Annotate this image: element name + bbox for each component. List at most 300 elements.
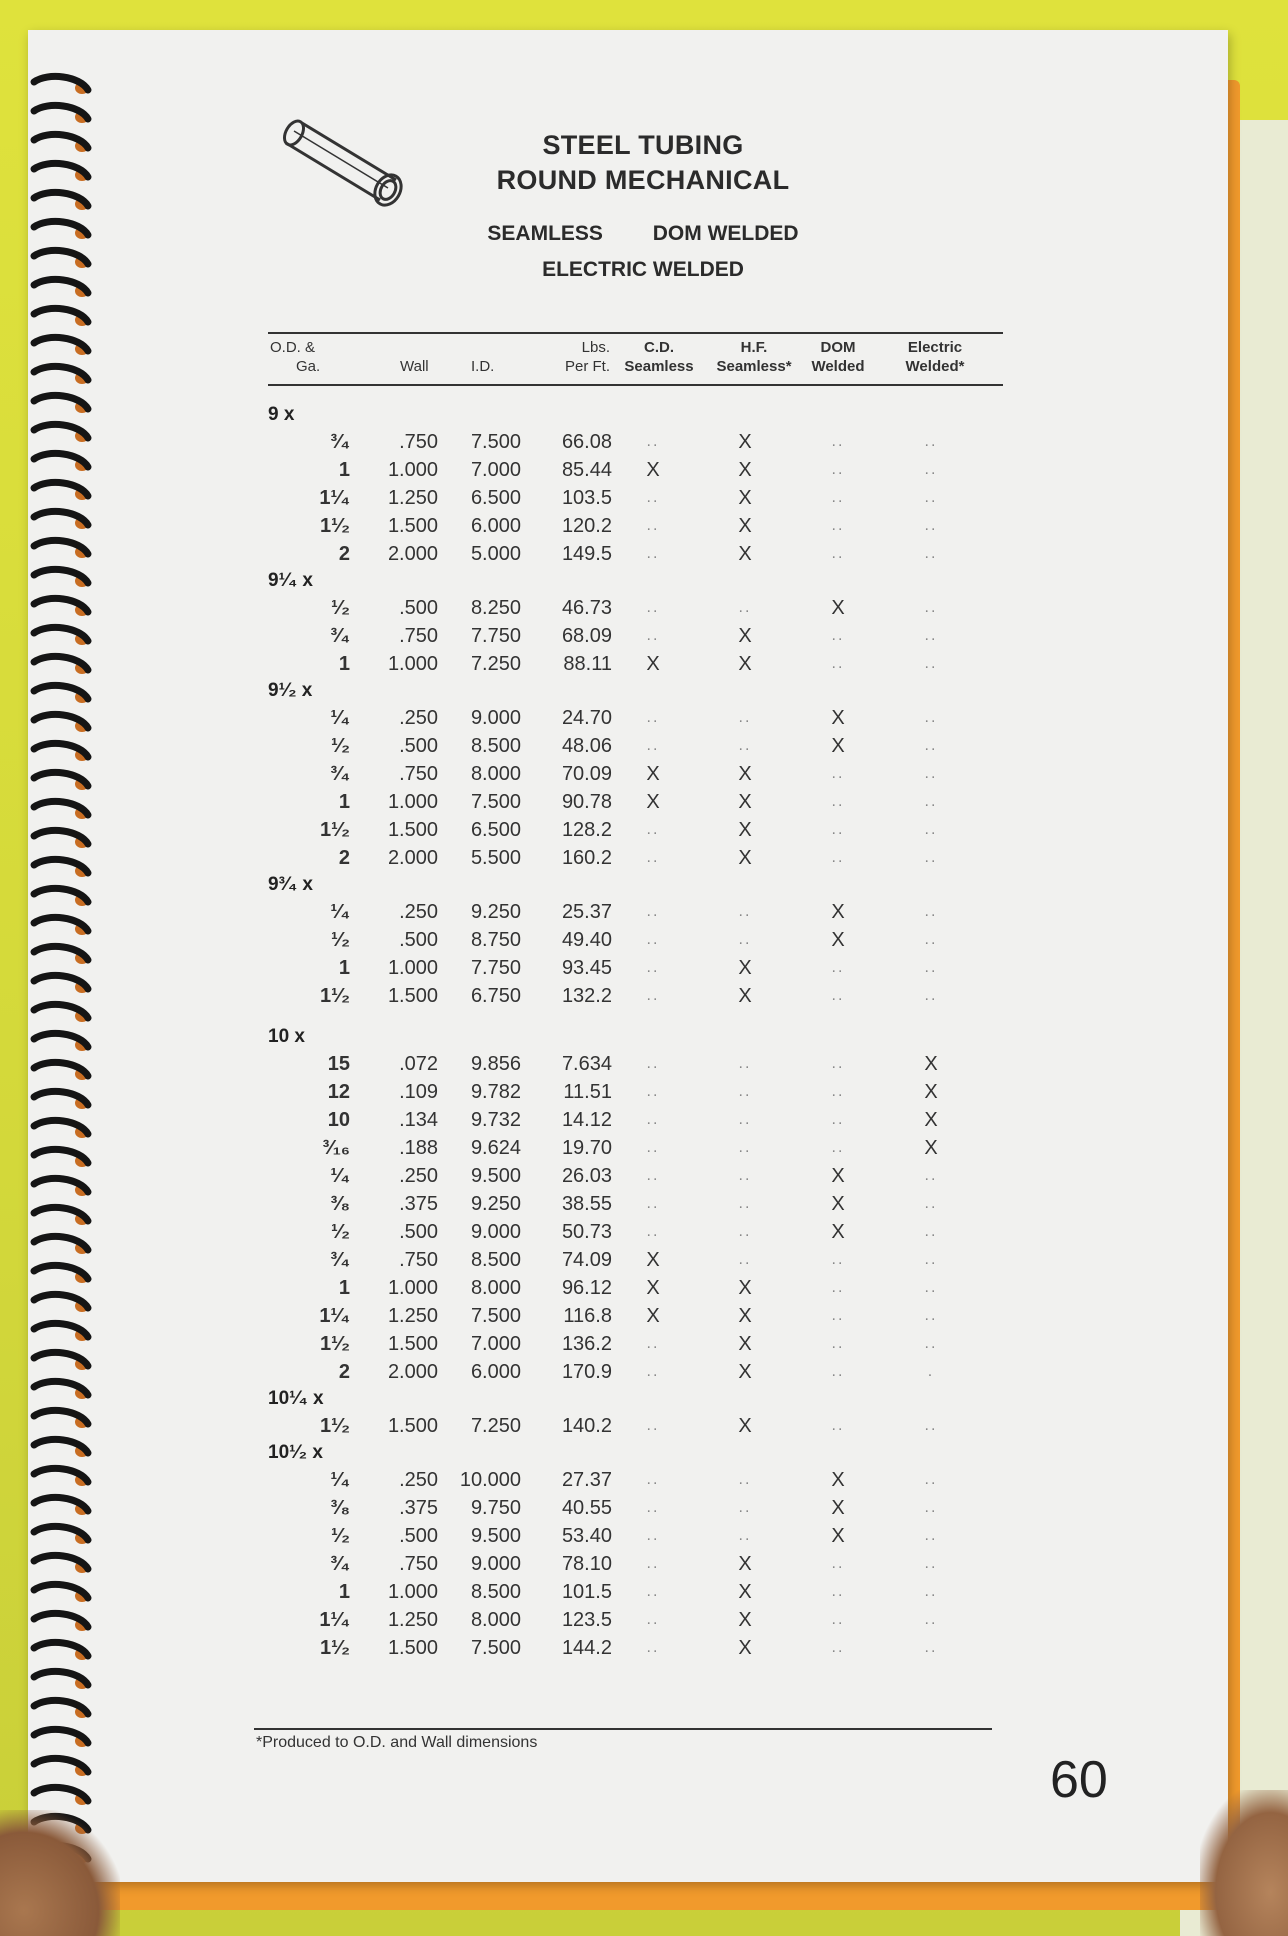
table-top-rule: [268, 332, 1003, 334]
cell-hf-seamless: X: [738, 1637, 752, 1659]
cell-hf-seamless: ..: [738, 931, 752, 948]
cell-id: 7.500: [470, 1637, 521, 1659]
cell-id: 9.250: [470, 901, 521, 923]
cell-cd-seamless: ..: [646, 1083, 660, 1100]
cell-lbs-per-ft: 96.12: [561, 1277, 612, 1299]
cell-cd-seamless: ..: [646, 433, 660, 450]
cell-dom-welded: ..: [831, 1307, 845, 1324]
cell-dom-welded: ..: [831, 517, 845, 534]
cell-id: 6.500: [470, 487, 521, 509]
cell-electric-welded: ..: [924, 737, 938, 754]
cell-electric-welded: ..: [924, 793, 938, 810]
header-dom-1: DOM: [820, 339, 856, 356]
cell-cd-seamless: ..: [646, 903, 660, 920]
cell-wall: .250: [399, 1165, 438, 1187]
cell-wall: .134: [399, 1109, 438, 1131]
cell-id: 7.500: [470, 791, 521, 813]
cell-gauge: 2: [338, 1361, 350, 1383]
cell-dom-welded: ..: [831, 1639, 845, 1656]
cell-gauge: 1¹⁄₂: [319, 515, 350, 537]
subtitle-electric: ELECTRIC WELDED: [542, 258, 744, 281]
cell-hf-seamless: ..: [738, 1167, 752, 1184]
header-hf-1: H.F.: [740, 339, 768, 356]
table-row: [268, 622, 1003, 650]
cell-hf-seamless: ..: [738, 1139, 752, 1156]
cell-cd-seamless: X: [646, 1249, 660, 1271]
header-dom: [803, 338, 873, 376]
cell-cd-seamless: ..: [646, 545, 660, 562]
cell-cd-seamless: ..: [646, 1335, 660, 1352]
header-cd-2: Seamless: [624, 358, 694, 375]
cell-lbs-per-ft: 85.44: [561, 459, 612, 481]
cell-gauge: ¹⁄₄: [330, 707, 350, 729]
cell-gauge: ¹⁄₂: [331, 1525, 350, 1547]
cell-cd-seamless: ..: [646, 1417, 660, 1434]
cell-electric-welded: X: [924, 1053, 938, 1075]
cell-id: 7.250: [470, 1415, 521, 1437]
cell-lbs-per-ft: 116.8: [563, 1305, 612, 1327]
cell-cd-seamless: X: [646, 459, 660, 481]
cell-cd-seamless: ..: [646, 987, 660, 1004]
cell-hf-seamless: X: [738, 431, 752, 453]
cell-hf-seamless: X: [738, 1609, 752, 1631]
thumb-left: [0, 1810, 120, 1936]
cell-wall: 1.500: [387, 1415, 438, 1437]
cell-gauge: ¹⁄₂: [331, 735, 350, 757]
table-row: [268, 594, 1003, 622]
cell-hf-seamless: ..: [738, 1055, 752, 1072]
header-id: I.D.: [471, 358, 495, 375]
cell-id: 9.000: [470, 1221, 521, 1243]
cell-dom-welded: ..: [831, 489, 845, 506]
cell-dom-welded: X: [831, 1221, 845, 1243]
cell-electric-welded: ..: [924, 821, 938, 838]
table-row: [268, 428, 1003, 456]
table-row: [268, 1050, 1003, 1078]
cell-electric-welded: X: [924, 1137, 938, 1159]
cell-hf-seamless: X: [738, 1415, 752, 1437]
cell-gauge: 2: [338, 543, 350, 565]
cell-electric-welded: ..: [924, 627, 938, 644]
cell-lbs-per-ft: 25.37: [561, 901, 612, 923]
cell-wall: .375: [399, 1497, 438, 1519]
cell-hf-seamless: X: [738, 763, 752, 785]
table-row: [268, 1606, 1003, 1634]
cell-lbs-per-ft: 27.37: [561, 1469, 612, 1491]
table-row: [268, 1218, 1003, 1246]
tube-icon: [268, 105, 418, 215]
cell-lbs-per-ft: 11.51: [563, 1081, 612, 1103]
subtitle-row: [428, 216, 858, 252]
table-row: [268, 704, 1003, 732]
cell-hf-seamless: X: [738, 653, 752, 675]
cell-hf-seamless: ..: [738, 737, 752, 754]
cell-cd-seamless: X: [646, 1305, 660, 1327]
cell-id: 9.856: [470, 1053, 521, 1075]
table-row: [268, 732, 1003, 760]
cell-cd-seamless: ..: [646, 517, 660, 534]
cell-gauge: 1: [338, 791, 350, 813]
cell-cd-seamless: ..: [646, 1195, 660, 1212]
cell-lbs-per-ft: 53.40: [561, 1525, 612, 1547]
table-row: [268, 1190, 1003, 1218]
table-row: [268, 1078, 1003, 1106]
cell-lbs-per-ft: 46.73: [561, 597, 612, 619]
cell-lbs-per-ft: 74.09: [561, 1249, 612, 1271]
table-row: [268, 1522, 1003, 1550]
group-label: 9¹⁄₂ x: [268, 680, 313, 701]
cell-gauge: ¹⁄₄: [330, 901, 350, 923]
table-row: [268, 1634, 1003, 1662]
cell-hf-seamless: X: [738, 515, 752, 537]
cell-id: 9.500: [470, 1525, 521, 1547]
cell-hf-seamless: ..: [738, 1471, 752, 1488]
cell-electric-welded: ..: [924, 765, 938, 782]
cell-lbs-per-ft: 26.03: [561, 1165, 612, 1187]
table-row: [268, 1162, 1003, 1190]
cell-electric-welded: ..: [924, 1555, 938, 1572]
table-row: [268, 982, 1003, 1010]
group-spacer: [268, 1010, 1003, 1024]
spiral-binding-icon: [28, 70, 108, 1880]
cell-gauge: ³⁄₁₆: [322, 1137, 350, 1159]
cell-lbs-per-ft: 88.11: [563, 653, 612, 675]
cell-hf-seamless: X: [738, 459, 752, 481]
cell-lbs-per-ft: 120.2: [561, 515, 612, 537]
cell-wall: 1.250: [387, 487, 438, 509]
cell-wall: .500: [399, 1525, 438, 1547]
cell-lbs-per-ft: 132.2: [561, 985, 612, 1007]
cell-wall: .500: [399, 735, 438, 757]
cell-gauge: ¹⁄₄: [330, 1165, 350, 1187]
table-row: [268, 844, 1003, 872]
cell-gauge: 1: [338, 653, 350, 675]
cell-wall: .750: [399, 1553, 438, 1575]
cell-id: 7.250: [470, 653, 521, 675]
cell-electric-welded: ..: [924, 1167, 938, 1184]
cell-gauge: 1¹⁄₂: [319, 985, 350, 1007]
cell-cd-seamless: ..: [646, 931, 660, 948]
cell-dom-welded: ..: [831, 1139, 845, 1156]
cell-cd-seamless: ..: [646, 1111, 660, 1128]
cell-gauge: 1: [338, 1277, 350, 1299]
header-od: O.D. &: [270, 339, 316, 356]
cell-cd-seamless: ..: [646, 959, 660, 976]
cell-hf-seamless: ..: [738, 599, 752, 616]
cell-cd-seamless: ..: [646, 1363, 660, 1380]
cell-id: 7.750: [470, 625, 521, 647]
cell-lbs-per-ft: 40.55: [561, 1497, 612, 1519]
cell-id: 6.750: [470, 985, 521, 1007]
cell-electric-welded: ..: [924, 931, 938, 948]
table-bottom-rule: [254, 1728, 992, 1730]
table-row: [268, 816, 1003, 844]
table-row: [268, 1550, 1003, 1578]
table-row: [268, 760, 1003, 788]
cell-wall: 1.000: [387, 653, 438, 675]
cell-cd-seamless: ..: [646, 489, 660, 506]
cell-gauge: 1: [338, 1581, 350, 1603]
cell-wall: .750: [399, 1249, 438, 1271]
cell-hf-seamless: ..: [738, 709, 752, 726]
cell-id: 8.000: [470, 1609, 521, 1631]
cell-id: 5.000: [470, 543, 521, 565]
cell-id: 9.500: [470, 1165, 521, 1187]
cell-dom-welded: ..: [831, 959, 845, 976]
cell-dom-welded: X: [831, 901, 845, 923]
title-block: [428, 128, 858, 288]
cell-wall: 1.000: [387, 1581, 438, 1603]
cell-dom-welded: X: [831, 929, 845, 951]
cell-lbs-per-ft: 144.2: [561, 1637, 612, 1659]
cell-hf-seamless: X: [738, 625, 752, 647]
cell-dom-welded: X: [831, 1525, 845, 1547]
cell-gauge: ³⁄₄: [330, 1553, 350, 1575]
cell-hf-seamless: ..: [738, 1083, 752, 1100]
cell-lbs-per-ft: 19.70: [561, 1137, 612, 1159]
cell-id: 8.250: [470, 597, 521, 619]
header-dom-2: Welded: [811, 358, 865, 375]
cell-id: 9.782: [470, 1081, 521, 1103]
cell-hf-seamless: X: [738, 985, 752, 1007]
cell-lbs-per-ft: 90.78: [561, 791, 612, 813]
header-hf-2: Seamless*: [716, 358, 792, 375]
cell-dom-welded: ..: [831, 1611, 845, 1628]
subtitle-row-2: [428, 252, 858, 288]
cell-wall: .500: [399, 929, 438, 951]
cell-id: 7.500: [470, 1305, 521, 1327]
cell-hf-seamless: X: [738, 819, 752, 841]
cell-wall: 2.000: [387, 1361, 438, 1383]
cell-electric-welded: X: [924, 1109, 938, 1131]
header-ew-1: Electric: [907, 339, 963, 356]
catalog-page: [28, 30, 1228, 1882]
cell-id: 8.750: [470, 929, 521, 951]
cell-hf-seamless: X: [738, 543, 752, 565]
cell-wall: .750: [399, 625, 438, 647]
cell-lbs-per-ft: 128.2: [561, 819, 612, 841]
table-row: [268, 1274, 1003, 1302]
header-lbs-2: Per Ft.: [564, 358, 610, 375]
cell-gauge: 1¹⁄₂: [319, 819, 350, 841]
cell-electric-welded: ..: [924, 1251, 938, 1268]
table-row: [268, 484, 1003, 512]
page-title: STEEL TUBING: [542, 130, 744, 160]
table-body: [268, 402, 1003, 1662]
cell-electric-welded: ..: [924, 1223, 938, 1240]
header-od-ga: [270, 338, 320, 376]
cell-dom-welded: ..: [831, 987, 845, 1004]
cell-gauge: 2: [338, 847, 350, 869]
cell-wall: .500: [399, 1221, 438, 1243]
cell-dom-welded: ..: [831, 433, 845, 450]
cell-dom-welded: ..: [831, 655, 845, 672]
page-title-2: ROUND MECHANICAL: [496, 165, 790, 195]
cell-id: 10.000: [459, 1469, 521, 1491]
cell-hf-seamless: X: [738, 487, 752, 509]
cell-gauge: ³⁄₈: [330, 1497, 350, 1519]
cell-hf-seamless: ..: [738, 1111, 752, 1128]
cell-electric-welded: ..: [924, 1195, 938, 1212]
cell-id: 5.500: [470, 847, 521, 869]
subtitle-seamless: SEAMLESS: [487, 222, 603, 245]
cell-id: 8.500: [470, 735, 521, 757]
cell-dom-welded: X: [831, 1165, 845, 1187]
cell-hf-seamless: X: [738, 957, 752, 979]
cell-id: 6.500: [470, 819, 521, 841]
cell-id: 9.732: [470, 1109, 521, 1131]
cell-gauge: 1¹⁄₂: [319, 1637, 350, 1659]
cell-electric-welded: ..: [924, 1335, 938, 1352]
cell-gauge: 1: [338, 957, 350, 979]
cell-cd-seamless: ..: [646, 1499, 660, 1516]
cell-gauge: ¹⁄₂: [331, 597, 350, 619]
table-row: [268, 1134, 1003, 1162]
cell-lbs-per-ft: 49.40: [561, 929, 612, 951]
cell-lbs-per-ft: 93.45: [561, 957, 612, 979]
cell-dom-welded: ..: [831, 1583, 845, 1600]
cell-wall: .250: [399, 707, 438, 729]
cell-gauge: 1¹⁄₂: [319, 1415, 350, 1437]
cell-lbs-per-ft: 14.12: [561, 1109, 612, 1131]
cell-electric-welded: ..: [924, 1279, 938, 1296]
cell-gauge: 1¹⁄₄: [319, 487, 350, 509]
cell-cd-seamless: ..: [646, 599, 660, 616]
cell-lbs-per-ft: 7.634: [561, 1053, 612, 1075]
cell-dom-welded: X: [831, 1193, 845, 1215]
cell-lbs-per-ft: 38.55: [561, 1193, 612, 1215]
cell-gauge: 1¹⁄₄: [319, 1305, 350, 1327]
cell-lbs-per-ft: 24.70: [561, 707, 612, 729]
header-ew-2: Welded*: [905, 358, 965, 375]
cell-electric-welded: X: [924, 1081, 938, 1103]
cell-electric-welded: ..: [924, 1471, 938, 1488]
cell-gauge: ³⁄₄: [330, 1249, 350, 1271]
cell-gauge: 15: [327, 1053, 350, 1075]
cell-cd-seamless: ..: [646, 1527, 660, 1544]
cell-id: 7.000: [470, 459, 521, 481]
cell-hf-seamless: X: [738, 791, 752, 813]
table-row: [268, 1466, 1003, 1494]
cell-wall: 1.500: [387, 985, 438, 1007]
cell-wall: 1.500: [387, 515, 438, 537]
cell-cd-seamless: ..: [646, 737, 660, 754]
table-row: [268, 1246, 1003, 1274]
cell-id: 7.500: [470, 431, 521, 453]
cell-hf-seamless: ..: [738, 1527, 752, 1544]
cell-dom-welded: ..: [831, 1335, 845, 1352]
cell-wall: .750: [399, 431, 438, 453]
cell-cd-seamless: ..: [646, 821, 660, 838]
cell-gauge: ³⁄₄: [330, 431, 350, 453]
cell-wall: 1.000: [387, 957, 438, 979]
cell-dom-welded: ..: [831, 545, 845, 562]
cell-id: 9.000: [470, 1553, 521, 1575]
group-label: 9¹⁄₄ x: [268, 570, 313, 591]
table-row: [268, 898, 1003, 926]
cell-wall: 1.500: [387, 819, 438, 841]
cell-dom-welded: ..: [831, 765, 845, 782]
footnote: *Produced to O.D. and Wall dimensions: [256, 1734, 538, 1751]
subtitle-dom: DOM WELDED: [652, 222, 799, 245]
cell-gauge: ³⁄₄: [330, 625, 350, 647]
header-hf: [705, 338, 803, 376]
cell-id: 8.500: [470, 1581, 521, 1603]
cell-lbs-per-ft: 123.5: [561, 1609, 612, 1631]
cell-cd-seamless: ..: [646, 709, 660, 726]
cell-electric-welded: ..: [924, 1417, 938, 1434]
cell-dom-welded: ..: [831, 627, 845, 644]
cell-wall: .375: [399, 1193, 438, 1215]
thumb-right: [1200, 1790, 1288, 1936]
cell-cd-seamless: X: [646, 763, 660, 785]
cell-dom-welded: X: [831, 707, 845, 729]
cell-wall: 1.500: [387, 1333, 438, 1355]
cell-id: 9.000: [470, 707, 521, 729]
group-label: 10¹⁄₄ x: [268, 1388, 324, 1409]
cell-dom-welded: X: [831, 1469, 845, 1491]
cell-wall: 1.250: [387, 1609, 438, 1631]
table-row: [268, 650, 1003, 678]
table-row: [268, 456, 1003, 484]
cell-hf-seamless: ..: [738, 1251, 752, 1268]
cell-hf-seamless: X: [738, 847, 752, 869]
cell-dom-welded: ..: [831, 1363, 845, 1380]
header-ew: [890, 338, 980, 376]
header-lbs: [528, 338, 610, 376]
table-row: [268, 540, 1003, 568]
cell-cd-seamless: ..: [646, 1611, 660, 1628]
cell-lbs-per-ft: 136.2: [561, 1333, 612, 1355]
header-lbs-1: Lbs.: [581, 339, 610, 356]
cell-electric-welded: ..: [924, 1611, 938, 1628]
header-cd: [614, 338, 704, 376]
table-row: [268, 512, 1003, 540]
cell-wall: .750: [399, 763, 438, 785]
table-row: [268, 954, 1003, 982]
cell-gauge: ¹⁄₄: [330, 1469, 350, 1491]
cell-gauge: 1: [338, 459, 350, 481]
table-row: [268, 1302, 1003, 1330]
cell-electric-welded: ..: [924, 655, 938, 672]
cell-id: 6.000: [470, 515, 521, 537]
cell-wall: .250: [399, 901, 438, 923]
cell-electric-welded: ..: [924, 1307, 938, 1324]
cell-dom-welded: X: [831, 597, 845, 619]
cell-dom-welded: ..: [831, 1111, 845, 1128]
header-ga: Ga.: [296, 358, 321, 375]
cell-id: 9.624: [470, 1137, 521, 1159]
cell-hf-seamless: X: [738, 1361, 752, 1383]
cell-wall: .109: [399, 1081, 438, 1103]
cell-electric-welded: ..: [924, 489, 938, 506]
group-label: 10 x: [268, 1026, 305, 1047]
table-row: [268, 1358, 1003, 1386]
group-label: 10¹⁄₂ x: [268, 1442, 323, 1463]
cell-id: 7.000: [470, 1333, 521, 1355]
table-row: [268, 1330, 1003, 1358]
cell-cd-seamless: ..: [646, 1639, 660, 1656]
cell-electric-welded: ..: [924, 1527, 938, 1544]
cell-electric-welded: ..: [924, 959, 938, 976]
cell-hf-seamless: X: [738, 1333, 752, 1355]
cell-cd-seamless: ..: [646, 1583, 660, 1600]
cell-lbs-per-ft: 70.09: [561, 763, 612, 785]
cell-lbs-per-ft: 48.06: [561, 735, 612, 757]
table-row: [268, 926, 1003, 954]
cell-dom-welded: ..: [831, 1055, 845, 1072]
table-row: [268, 1494, 1003, 1522]
